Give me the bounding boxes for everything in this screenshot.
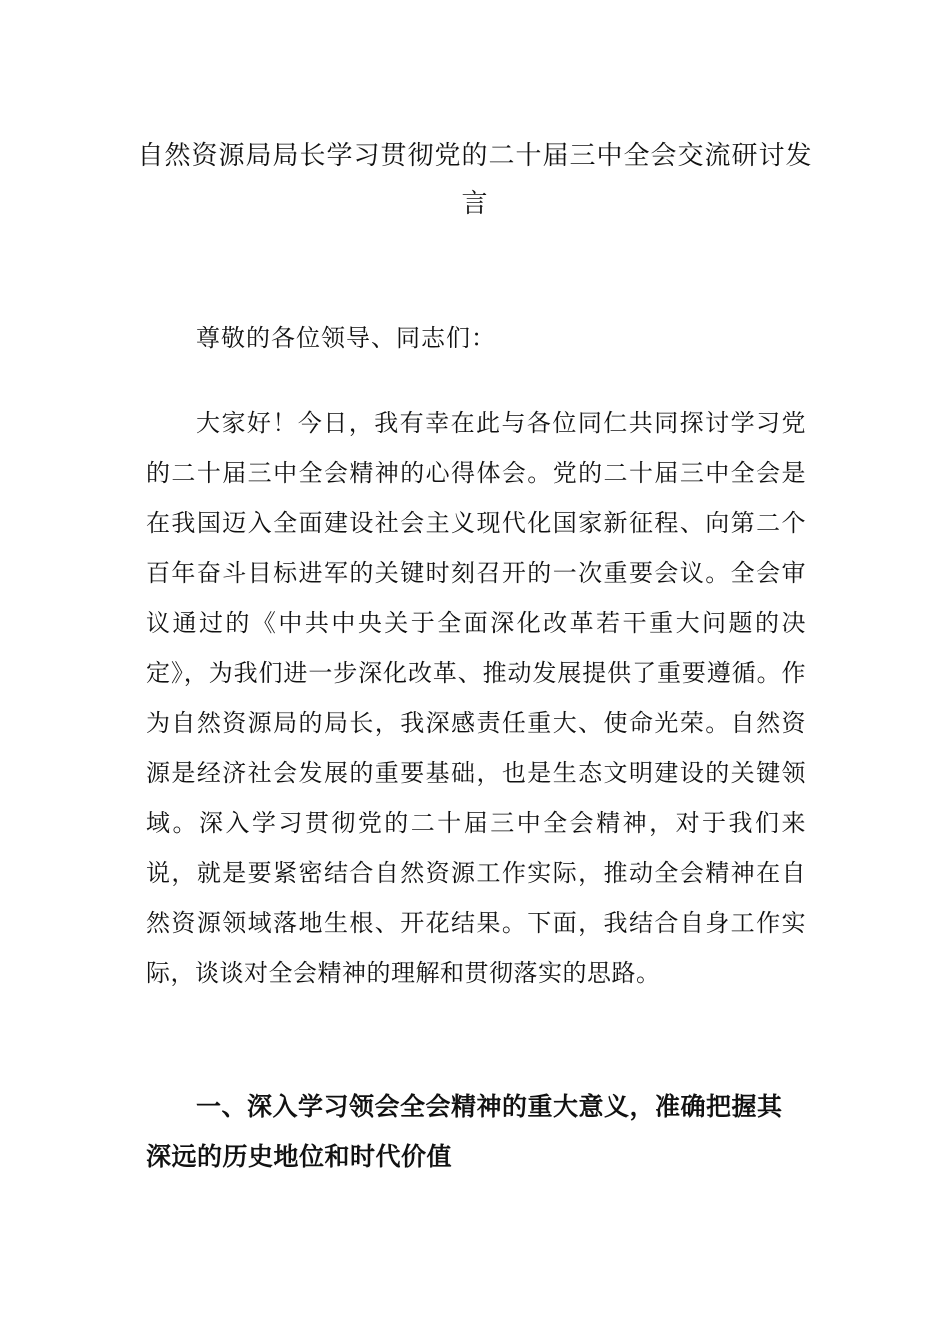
document-title: 自然资源局局长学习贯彻党的二十届三中全会交流研讨发言	[137, 141, 813, 219]
body-paragraph: 大家好！今日，我有幸在此与各位同仁共同探讨学习党的二十届三中全会精神的心得体会。党的二十届三中全会是在我国迈入全面建设社会主义现代化国家新征程、向第二个百年奋斗目标进军的关键时刻召开的一次重要会议。全会审议通过的《中共中央关于全面深化改革若干重大问题的决定》，为我们进一步深化改革、推动发展提供了重要遵循。作为自然资源局的局长，我深感责任重大、使命光荣。自然资源是经济社会发展的重要基础，也是生态文明建设的关键领域。深入学习贯彻党的二十届三中全会精神，对于我们来说，就是要紧密结合自然资源工作实际，推动全会精神在自然资源领域落地生根、开花结果。下面，我结合自身工作实际，谈谈对全会精神的理解和贯彻落实的思路。	[146, 409, 806, 987]
section-heading: 一、深入学习领会全会精神的重大意义，准确把握其深远的历史地位和时代价值	[146, 1092, 783, 1171]
salutation: 尊敬的各位领导、同志们：	[196, 324, 496, 352]
